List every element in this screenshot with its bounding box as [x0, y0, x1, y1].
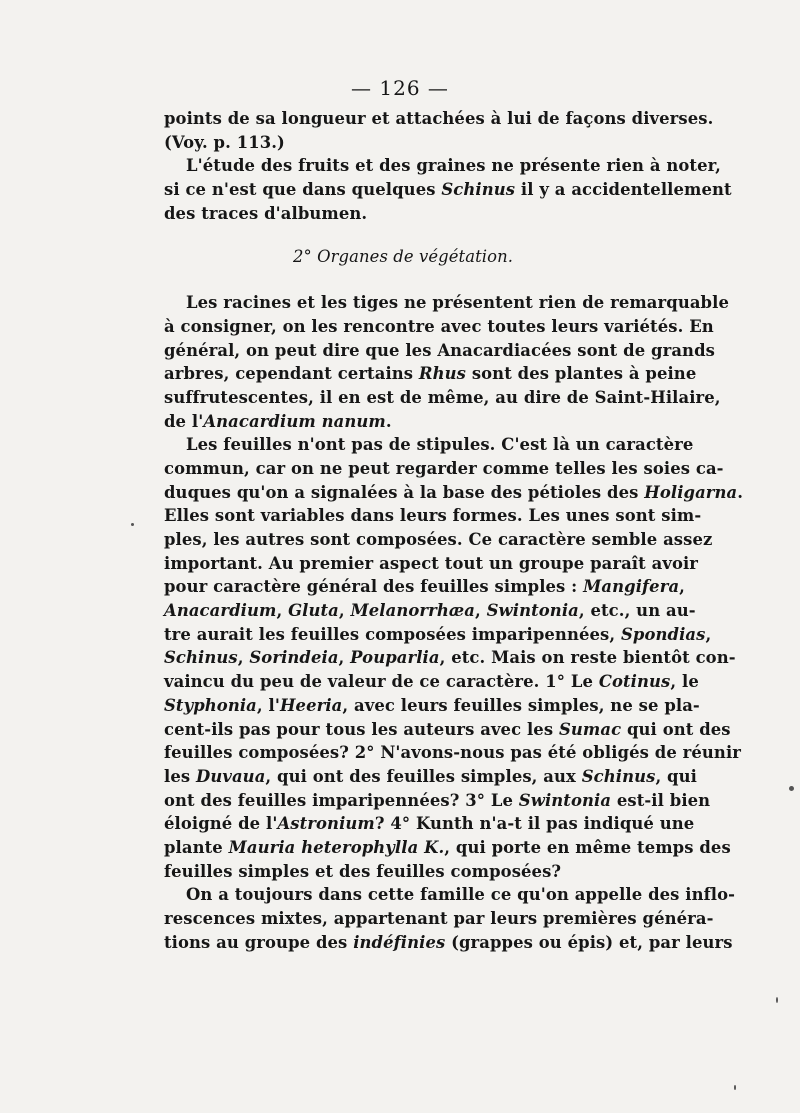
text-line — [164, 694, 700, 718]
page-number: — 126 — — [351, 76, 449, 100]
text-run: arbres, cependant certains — [164, 364, 419, 384]
text-line — [164, 907, 714, 931]
text-run: cent-ils pas pour tous les auteurs avec les — [164, 719, 559, 739]
text-run: , — [338, 601, 351, 621]
italic-term: Schinus — [581, 766, 656, 786]
text-run: tre aurait les feuilles composées imparipennées, — [164, 624, 621, 644]
text-run: ples, les autres sont composées. Ce caractère semble assez — [164, 530, 713, 549]
italic-term: Anacardium — [164, 601, 277, 621]
text-line — [164, 883, 736, 907]
margin-speck — [776, 997, 778, 1003]
text-run: On a toujours dans cette famille ce qu'on appelle des inflo- — [186, 885, 736, 905]
text-block — [164, 107, 744, 954]
text-line — [164, 931, 733, 955]
text-run: Elles sont variables dans leurs formes. Les unes sont sim- — [164, 506, 702, 526]
italic-term: Spondias — [620, 624, 706, 644]
text-run: éloigné de l' — [164, 814, 278, 834]
italic-term: Schinus — [441, 180, 516, 200]
italic-term: Rhus — [418, 364, 467, 384]
text-run: il y a accidentellement — [515, 180, 732, 200]
text-run: Les feuilles n'ont pas de stipules. C'est là un caractère — [186, 435, 694, 455]
italic-term: Mauria heterophylla K. — [228, 837, 445, 857]
text-run: général, on peut dire que les Anacardiacées sont de grands — [164, 340, 715, 360]
text-line — [164, 528, 713, 552]
text-run: (Voy. p. 113.) — [164, 132, 285, 152]
text-run: est-il bien — [611, 790, 711, 810]
italic-term: Anacardium nanum — [203, 411, 386, 431]
text-run: , l' — [256, 695, 280, 715]
text-run: feuilles simples et des feuilles composées? — [164, 861, 562, 881]
text-run: ont des feuilles imparipennées? 3° Le — [164, 790, 519, 810]
text-run: , etc. Mais on reste bientôt con- — [439, 648, 736, 668]
italic-term: Heeria — [279, 695, 343, 715]
text-line — [164, 575, 685, 599]
text-run: . — [385, 411, 392, 431]
text-line — [164, 481, 744, 505]
italic-term: Holigarna — [644, 482, 738, 502]
text-run: , le — [670, 672, 699, 692]
italic-term: Pouparlia — [350, 648, 440, 668]
text-run: , etc., un au- — [578, 601, 696, 621]
section-heading: 2° Organes de végétation. — [292, 247, 514, 267]
text-line — [164, 646, 736, 670]
italic-term: Duvaua — [196, 766, 266, 786]
text-line — [164, 504, 702, 528]
text-run: vaincu du peu de valeur de ce caractère. 1° Le — [164, 672, 599, 692]
text-line — [164, 836, 731, 860]
text-run: . — [737, 482, 744, 502]
italic-term: Astronium — [277, 814, 375, 834]
text-run: sont des plantes à peine — [466, 364, 697, 384]
text-run: si ce n'est que dans quelques — [164, 180, 442, 200]
text-run: important. Au premier aspect tout un groupe paraît avoir — [164, 553, 699, 573]
text-run: , qui porte en même temps des — [444, 837, 731, 857]
text-run: à consigner, on les rencontre avec toutes leurs variétés. En — [164, 316, 714, 336]
text-run: rescences mixtes, appartenant par leurs premières généra- — [164, 909, 714, 928]
text-run: , qui ont des feuilles simples, aux — [265, 766, 582, 786]
italic-term: Schinus — [164, 648, 238, 668]
text-line — [164, 291, 729, 315]
text-run: les — [164, 766, 196, 786]
text-line — [164, 812, 695, 836]
text-run: points de sa longueur et attachées à lui de façons diverses. — [164, 109, 714, 128]
text-line — [164, 670, 699, 694]
text-run: tions au groupe des — [164, 932, 354, 952]
italic-term: Melanorrhæa — [350, 601, 475, 621]
paragraph-group-top — [164, 107, 732, 225]
text-line — [164, 623, 712, 647]
text-line — [164, 154, 721, 178]
text-line — [164, 765, 697, 789]
text-run: Les racines et les tiges ne présentent rien de remarquable — [186, 293, 729, 313]
text-line — [164, 718, 731, 742]
paragraph-group-bottom — [164, 291, 744, 954]
text-run: des traces d'albumen. — [164, 203, 368, 223]
margin-speck — [734, 1085, 736, 1090]
text-run: (grappes ou épis) et, par leurs — [445, 932, 733, 952]
text-run: commun, car on ne peut regarder comme telles les soies ca- — [164, 458, 724, 478]
text-run: , — [338, 648, 351, 668]
text-line — [164, 386, 721, 410]
text-line — [164, 131, 642, 155]
text-line — [164, 178, 732, 202]
text-line — [164, 789, 711, 813]
italic-term: Cotinus — [598, 672, 671, 692]
italic-term: Styphonia — [164, 695, 257, 715]
text-run: ? 4° Kunth n'a-t il pas indiqué une — [374, 814, 695, 834]
text-run: , — [237, 648, 250, 668]
text-run: , — [474, 601, 487, 621]
text-line — [164, 433, 694, 457]
text-line — [164, 202, 642, 226]
text-run: pour caractère général des feuilles simples : — [164, 577, 584, 597]
text-run: de l' — [164, 411, 204, 431]
text-run: L'étude des fruits et des graines ne présente rien à noter, — [186, 156, 721, 176]
italic-term: Swintonia — [486, 601, 579, 621]
italic-term: Sorindeia — [249, 648, 339, 668]
text-line — [164, 362, 697, 386]
italic-term: Mangifera — [583, 577, 680, 597]
text-line — [164, 599, 696, 623]
italic-term: Swintonia — [518, 790, 612, 810]
italic-term: Sumac — [558, 719, 622, 739]
text-run: , qui — [655, 766, 697, 786]
text-run: duques qu'on a signalées à la base des pétioles des — [164, 482, 645, 502]
text-run: plante — [164, 837, 229, 857]
text-line — [164, 339, 715, 363]
text-line — [164, 741, 742, 765]
text-run: qui ont des — [621, 719, 731, 739]
italic-term: Gluta — [288, 601, 339, 621]
text-run: , avec leurs feuilles simples, ne se pla- — [342, 695, 700, 715]
italic-term: indéfinies — [353, 932, 446, 952]
text-line — [164, 107, 714, 131]
text-run: suffrutescentes, il en est de même, au dire de Saint-Hilaire, — [164, 387, 721, 407]
text-line — [164, 552, 699, 576]
text-line — [164, 457, 724, 481]
text-run: , — [276, 601, 289, 621]
text-run: , — [679, 577, 685, 597]
text-line — [164, 315, 714, 339]
margin-speck — [131, 523, 134, 526]
text-run: , — [705, 624, 712, 644]
text-line — [164, 860, 642, 884]
margin-speck — [789, 786, 794, 791]
text-run: feuilles composées? 2° N'avons-nous pas été obligés de réunir — [164, 743, 742, 763]
text-line — [164, 410, 642, 434]
